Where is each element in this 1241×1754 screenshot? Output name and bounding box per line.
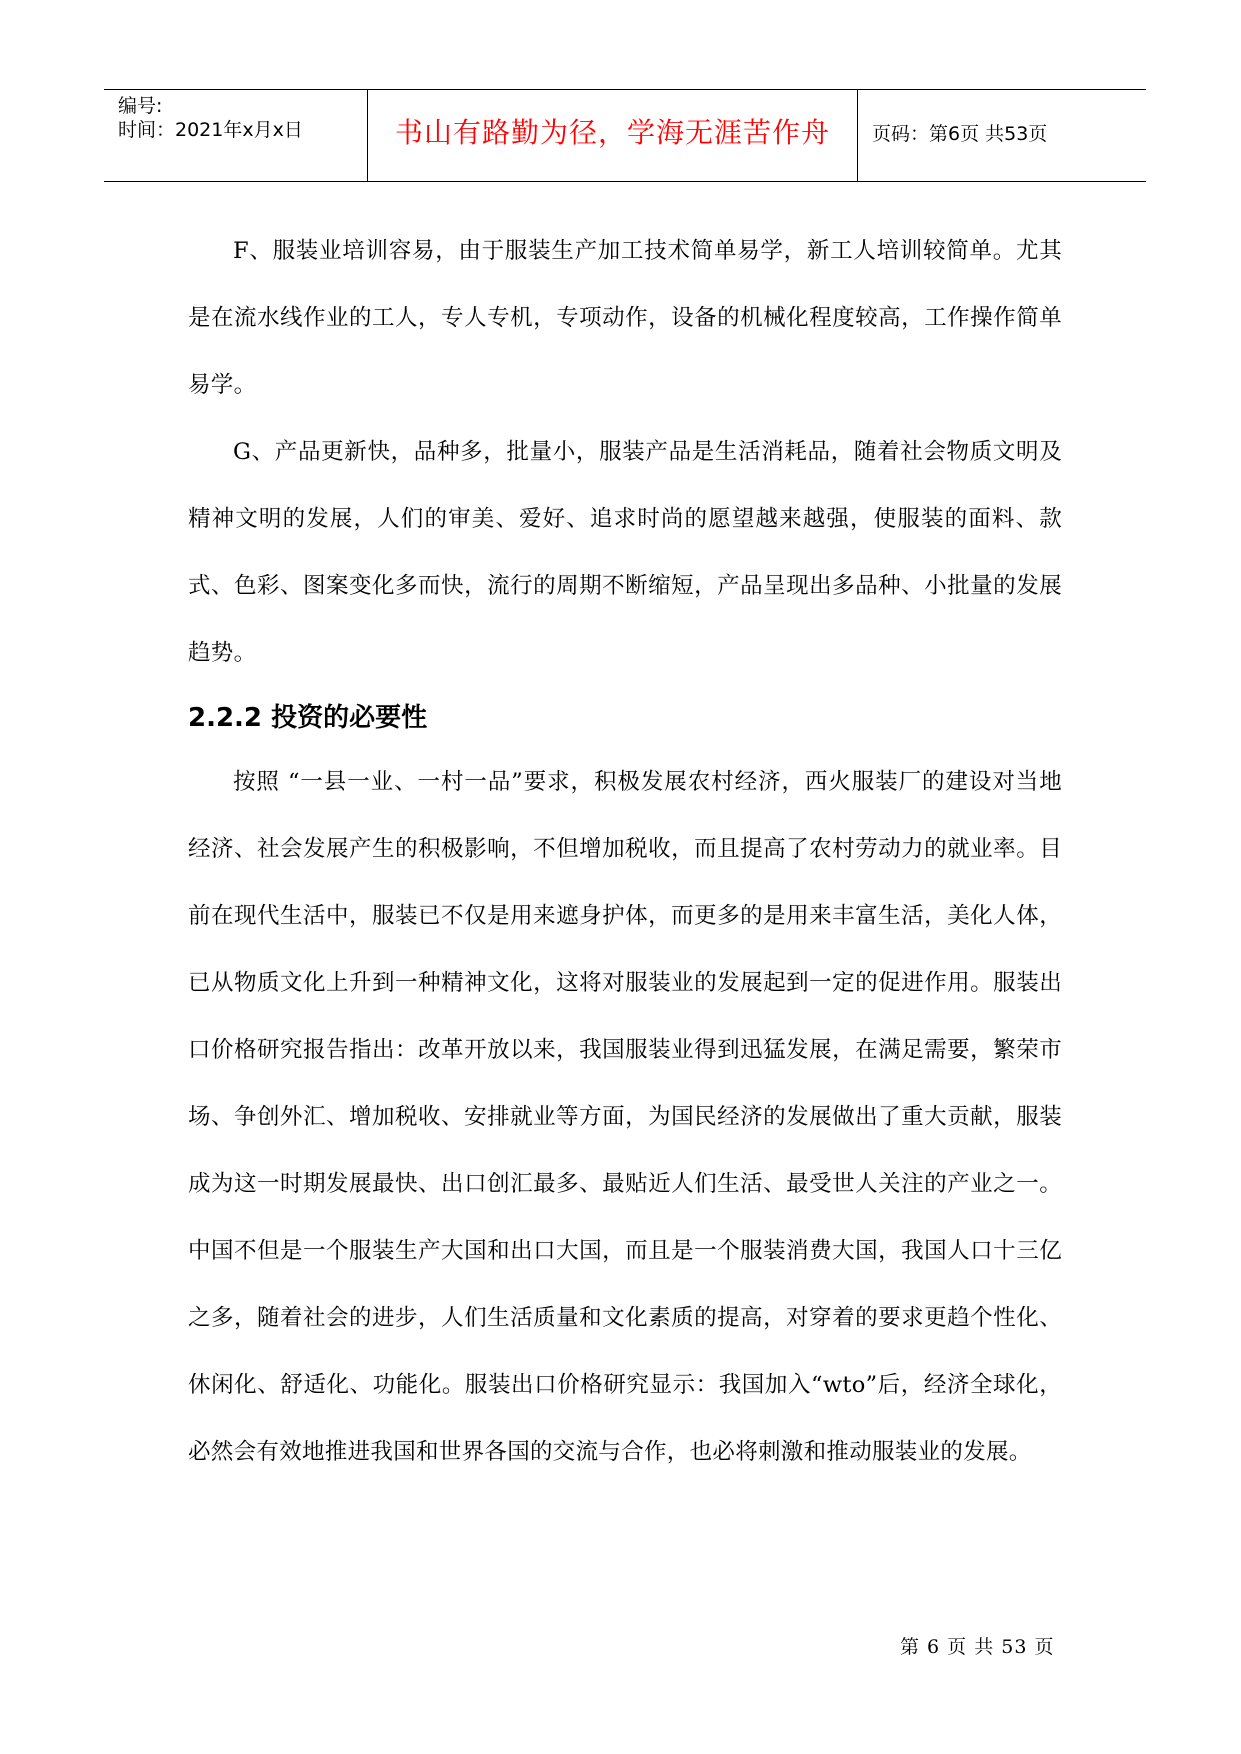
paragraph-training: F、服装业培训容易，由于服装生产加工技术简单易学，新工人培训较简单。尤其是在流水线作业的工人，专人专机，专项动作，设备的机械化程度较高，工作操作简单易学。: [188, 238, 1062, 398]
header-page-info: 页码：第6页 共53页: [872, 123, 1048, 145]
page-footer: 第 6 页 共 53 页: [900, 1636, 1055, 1658]
header-meta: [118, 94, 368, 142]
document-header: [104, 89, 1146, 182]
paragraph-investment-necessity: 按照 “一县一业、一村一品”要求，积极发展农村经济，西火服装厂的建设对当地经济、社会发展产生的积极影响，不但增加税收，而且提高了农村劳动力的就业率。目前在现代生活中，服装已不仅是用来遮身护体，而更多的是用来丰富生活，美化人体，已从物质文化上升到一种精神文化，这将对服装业的发展起到一定的促进作用。服装出口价格研究报告指出：改革开放以来，我国服装业得到迅猛发展，在满足需要，繁荣市场、争创外汇、增加税收、安排就业等方面，为国民经济的发展做出了重大贡献，服装成为这一时期发展最快、出口创汇最多、最贴近人们生活、最受世人关注的产业之一。中国不但是一个服装生产大国和出口大国，而且是一个服装消费大国，我国人口十三亿之多，随着社会的进步，人们生活质量和文化素质的提高，对穿着的要求更趋个性化、休闲化、舒适化、功能化。服装出口价格研究显示：我国加入“wto”后，经济全球化，必然会有效地推进我国和世界各国的交流与合作，也必将刺激和推动服装业的发展。: [188, 769, 1062, 1465]
header-divider-right: [857, 90, 858, 181]
header-motto: 书山有路勤为径，学海无涯苦作舟: [394, 116, 830, 149]
document-time-label: 时间：2021年x月x日: [118, 119, 303, 141]
section-heading: 2.2.2 投资的必要性: [188, 703, 428, 733]
document-body: [188, 218, 1062, 1486]
document-number-label: 编号:: [118, 95, 163, 117]
paragraph-product-update: G、产品更新快，品种多，批量小，服装产品是生活消耗品，随着社会物质文明及精神文明的发展，人们的审美、爱好、追求时尚的愿望越来越强，使服装的面料、款式、色彩、图案变化多而快，流行的周期不断缩短，产品呈现出多品种、小批量的发展趋势。: [188, 439, 1062, 666]
